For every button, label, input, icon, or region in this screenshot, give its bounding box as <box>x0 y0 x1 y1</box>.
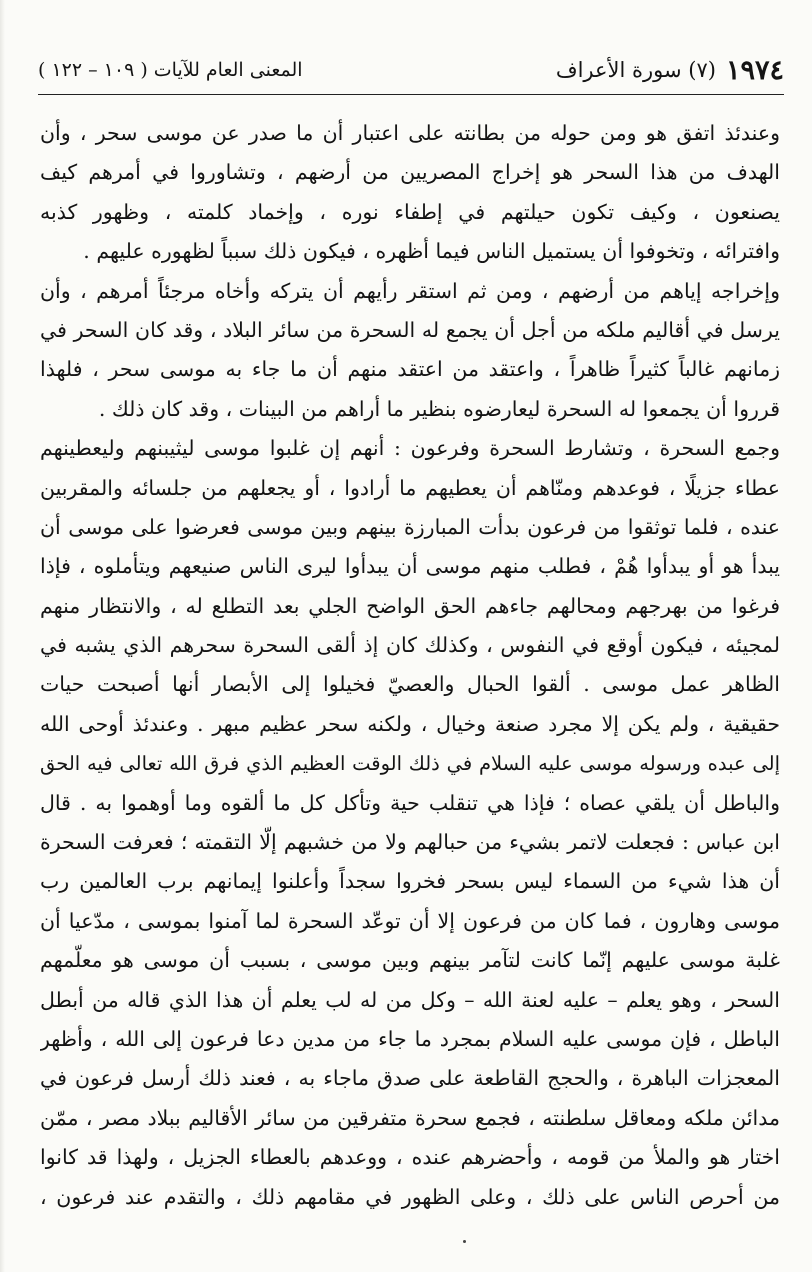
page-header <box>38 52 784 88</box>
text-line: حقيقية ، ولم يكن إلا مجرد صنعة وخيال ، ولكنه سحر عظيم مبهر . وعندئذ أوحى الله <box>40 711 780 736</box>
text-line: عطاء جزيلًا ، فوعدهم ومنّاهم أن يعطيهم ما أرادوا ، أو يجعلهم من جلسائه والمقربين <box>40 475 780 500</box>
text-line: وعندئذ اتفق هو ومن حوله من بطانته على اعتبار أن ما صدر عن موسى سحر ، وأن <box>40 121 780 145</box>
ink-dot <box>463 1240 466 1243</box>
text-line: المعجزات الباهرة ، والحجج القاطعة على صدق ماجاء به ، فعند ذلك أرسل فرعون في <box>40 1066 780 1091</box>
text-line: أن هذا شيء من السماء ليس بسحر فخروا سجداً وأعلنوا إيمانهم برب العالمين رب <box>40 869 780 894</box>
text-line: عنده ، فلما توثقوا من فرعون بدأت المبارزة بينهم وبين موسى فعرضوا على موسى أن <box>40 514 780 539</box>
page-spine-shadow <box>0 0 5 1272</box>
text-line: اختار هو والملأ من قومه ، وأحضرهم عنده ، ووعدهم بالعطاء الجزيل ، ولهذا قد كانوا <box>40 1145 780 1170</box>
text-line: موسى وهارون ، فما كان من فرعون إلا أن توعّد السحرة لما آمنوا بموسى ، مدّعيا أن <box>40 908 780 933</box>
text-line: غلبة موسى عليهم إنّما كانت لتآمر بينهم وبين موسى ، بسبب أن موسى هو معلّمهم <box>40 948 780 973</box>
text-line: وإخراجه إياهم من أرضهم ، ومن ثم استقر رأيهم أن يتركه وأخاه مرجئاً أمرهم ، وأن <box>40 278 780 303</box>
text-line: قرروا أن يجمعوا له السحرة ليعارضوه بنظير ما أراهم من البينات ، وقد كان ذلك . <box>98 396 780 421</box>
text-line: الباطل ، فإن موسى عليه السلام بمجرد ما جاء من مدين دعا فرعون إلى الله ، وأظهر <box>40 1026 780 1051</box>
text-line: زمانهم غالباً كثيراً ظاهراً ، واعتقد من اعتقد منهم أن ما جاء به موسى سحر ، فلهذا <box>40 357 780 382</box>
text-line: الظاهر عمل موسى . ألقوا الحبال والعصيّ فخيلوا إلى الأبصار أنها أصبحت حيات <box>40 672 780 697</box>
text-line: يرسل في أقاليم ملكه من أجل أن يجمع له السحرة من سائر البلاد ، وقد كان السحر في <box>40 317 780 342</box>
text-line: من أحرص الناس على ذلك ، وعلى الظهور في مقامهم ذلك ، والتقدم عند فرعون ، <box>40 1184 780 1209</box>
text-line: ابن عباس : فجعلت لاتمر بشيء من حبالهم ولا من خشبهم إلّا التقمته ؛ فعرفت السحرة <box>40 830 780 855</box>
text-line: وافترائه ، وتخوفوا أن يستميل الناس فيما أظهره ، فيكون ذلك سبباً لظهوره عليهم . <box>83 239 780 264</box>
text-line: يصنعون ، وكيف تكون حيلتهم في إطفاء نوره ، وإخماد كلمته ، وظهور كذبه <box>40 199 780 224</box>
text-line: مدائن ملكه ومعاقل سلطنته ، فجمع سحرة متفرقين من سائر الأقاليم ببلاد مصر ، ممّن <box>40 1105 780 1130</box>
text-line: فرغوا من بهرجهم ومحالهم جاءهم الحق الواضح الجلي بعد التطلع له ، والانتظار منهم <box>40 593 780 618</box>
text-line: يبدأ هو أو يبدأوا هُمْ ، فطلب منهم موسى أن يبدأوا ليرى الناس صنيعهم ويتأملوه ، فإذا <box>40 554 780 579</box>
header-rule <box>38 94 784 95</box>
section-title: المعنى العام للآيات ( ١٠٩ – ١٢٢ ) <box>38 59 303 81</box>
text-line: السحر ، وهو يعلم – عليه لعنة الله – وكل من له لب يعلم أن هذا الذي قاله من أبطل <box>40 987 780 1012</box>
page-number: ١٩٧٤ <box>725 54 784 86</box>
body-text <box>40 114 780 1217</box>
text-line: والباطل أن يلقي عصاه ؛ فإذا هي تنقلب حية وتأكل كل ما ألقوه وما أوهموا به . قال <box>40 790 780 815</box>
text-line: إلى عبده ورسوله موسى عليه السلام في ذلك الوقت العظيم الذي فرق الله تعالى فيه الحق <box>40 752 780 776</box>
text-line: وجمع السحرة ، وتشارط السحرة وفرعون : أنهم إن غلبوا موسى ليثيبنهم وليعطينهم <box>40 436 780 461</box>
text-line: الهدف من هذا السحر هو إخراج المصريين من أرضهم ، وتشاوروا في أمرهم كيف <box>40 160 780 185</box>
text-line: لمجيئه ، فيكون أوقع في النفوس ، وكذلك كان إذ ألقى السحرة سحرهم الذي يشبه في <box>40 633 780 658</box>
surah-label: (٧) سورة الأعراف <box>555 58 716 82</box>
